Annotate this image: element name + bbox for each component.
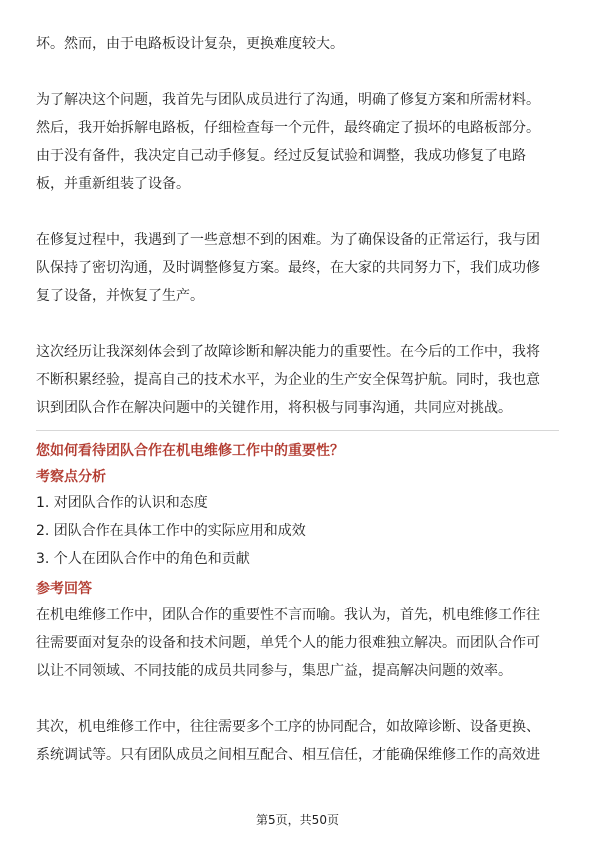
paragraph-gap bbox=[36, 198, 559, 226]
answer-paragraph: 在机电维修工作中，团队合作的重要性不言而喻。我认为，首先，机电维修工作往 往需要面对复杂的设备和技术问题，单凭个人的能力很难独立解决。而团队合作可 以让不同领域、不同技能的成员共同参与，集思广益，提高解决问题的效率。 bbox=[36, 607, 540, 679]
analysis-title: 考察点分析 bbox=[36, 469, 106, 485]
page-footer: 第5页，共50页 bbox=[256, 813, 339, 827]
answer-paragraph: 其次，机电维修工作中，往往需要多个工序的协同配合，如故障诊断、设备更换、 系统调试等。只有团队成员之间相互配合、相互信任，才能确保维修工作的高效进 bbox=[36, 719, 540, 763]
paragraph-gap bbox=[36, 310, 559, 338]
paragraph-gap bbox=[36, 685, 559, 713]
analysis-item: 2. 团队合作在具体工作中的实际应用和成效 bbox=[36, 523, 306, 539]
answer-title: 参考回答 bbox=[36, 581, 92, 597]
page-content bbox=[36, 30, 559, 769]
analysis-item: 1. 对团队合作的认识和态度 bbox=[36, 495, 208, 511]
intro-paragraph: 坏。然而，由于电路板设计复杂，更换难度较大。 bbox=[36, 36, 344, 52]
paragraph-difficulties: 在修复过程中，我遇到了一些意想不到的困难。为了确保设备的正常运行，我与团 队保持了密切沟通，及时调整修复方案。最终，在大家的共同努力下，我们成功修 复了设备，并恢复了生产。 bbox=[36, 232, 540, 304]
section-divider bbox=[36, 430, 559, 431]
paragraph-gap bbox=[36, 58, 559, 86]
paragraph-repair-process: 为了解决这个问题，我首先与团队成员进行了沟通，明确了修复方案和所需材料。 然后，我开始拆解电路板，仔细检查每一个元件，最终确定了损坏的电路板部分。 由于没有备件，我决定自己动手修复。经过反复试验和调整，我成功修复了电路 板，并重新组装了设备。 bbox=[36, 92, 540, 192]
analysis-item: 3. 个人在团队合作中的角色和贡献 bbox=[36, 551, 250, 567]
paragraph-reflection: 这次经历让我深刻体会到了故障诊断和解决能力的重要性。在今后的工作中，我将 不断积累经验，提高自己的技术水平，为企业的生产安全保驾护航。同时，我也意 识到团队合作在解决问题中的关键作用，将积极与同事沟通，共同应对挑战。 bbox=[36, 344, 540, 416]
question-title: 您如何看待团队合作在机电维修工作中的重要性？ bbox=[36, 443, 344, 459]
